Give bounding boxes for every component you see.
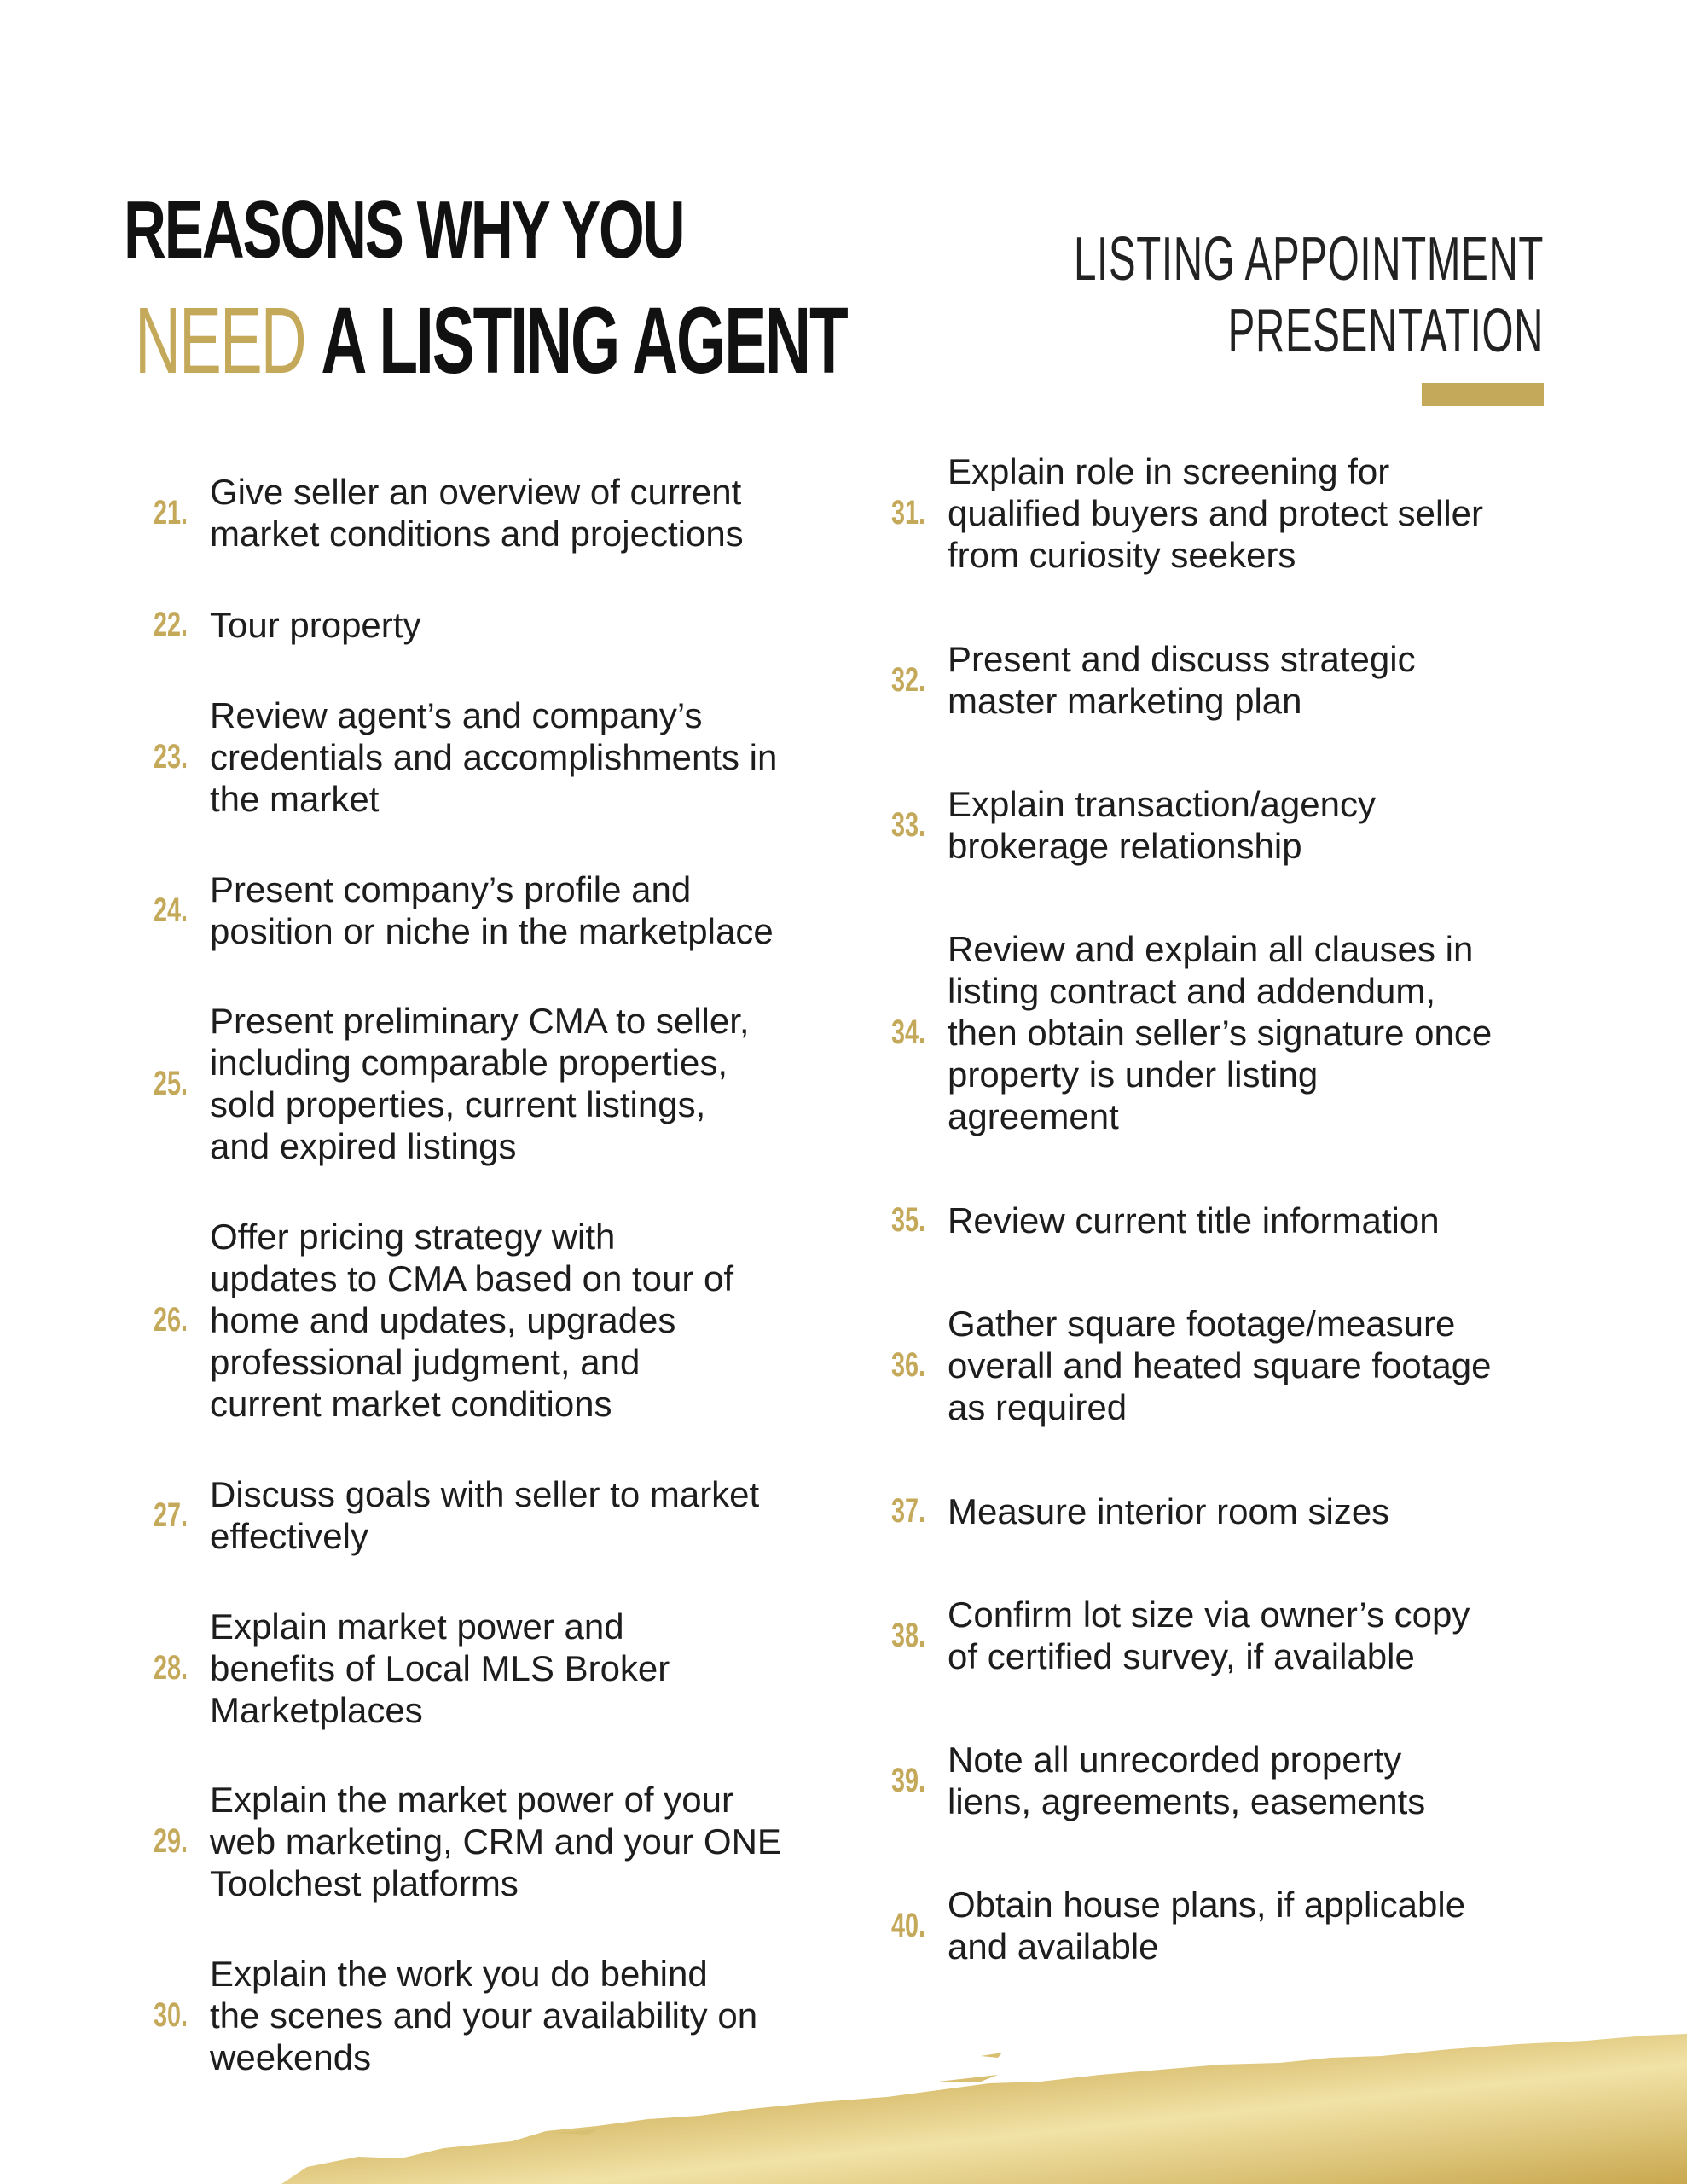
item-text: Measure interior room sizes [948, 1491, 1390, 1531]
list-item [154, 694, 777, 820]
item-number: 22. [154, 606, 188, 643]
item-number: 35. [891, 1201, 926, 1239]
item-text: Explain market power and benefits of Local MLS Broker Marketplaces [210, 1606, 670, 1730]
title-highlight-word: NEED [135, 288, 305, 393]
list-item [154, 1000, 750, 1167]
item-text: Explain the market power of your web marketing, CRM and your ONE Toolchest platforms [210, 1780, 781, 1903]
list-item [891, 928, 1492, 1137]
item-text: Explain transaction/agency brokerage relationship [948, 784, 1376, 866]
gold-brush-stroke [0, 2030, 1687, 2184]
item-number: 34. [891, 1014, 926, 1051]
item-text: Give seller an overview of current market conditions and projections [210, 472, 744, 554]
item-text: Obtain house plans, if applicable and available [948, 1885, 1466, 1966]
item-text: Explain the work you do behind the scenes and your availability on weekends [210, 1954, 758, 2077]
item-number: 36. [891, 1346, 926, 1384]
item-number: 39. [891, 1761, 926, 1799]
list-item [154, 471, 744, 555]
list-item [891, 1594, 1470, 1677]
item-number: 37. [891, 1492, 926, 1530]
subtitle-line1: LISTING APPOINTMENT [1073, 225, 1544, 293]
list-item [154, 1473, 759, 1557]
item-text: Offer pricing strategy with updates to CMA based on tour of home and updates, upgrades professional judgment, and current market conditions [210, 1217, 734, 1424]
item-number: 23. [154, 738, 188, 775]
list-item [891, 1739, 1425, 1822]
item-text: Review current title information [948, 1200, 1440, 1240]
item-text: Present and discuss strategic master marketing plan [948, 639, 1416, 721]
item-text: Review and explain all clauses in listing contract and addendum, then obtain seller’s signature once property is under listing agreement [948, 929, 1493, 1136]
item-number: 33. [891, 805, 926, 844]
page-title-line1: REASONS WHY YOU [124, 184, 684, 276]
list-item [891, 1884, 1465, 1967]
item-text: Tour property [210, 605, 421, 645]
item-text: Explain role in screening for qualified buyers and protect seller from curiosity seekers [948, 451, 1484, 575]
list-item [154, 868, 774, 952]
page-subtitle [1074, 224, 1544, 367]
item-number: 29. [154, 1822, 188, 1860]
item-text: Gather square footage/measure overall and heated square footage as required [948, 1304, 1492, 1427]
list-item [891, 1303, 1492, 1428]
item-number: 25. [154, 1064, 188, 1102]
item-number: 26. [154, 1301, 188, 1339]
item-text: Note all unrecorded property liens, agreements, easements [948, 1740, 1426, 1821]
item-number: 32. [891, 660, 926, 699]
subtitle-line2: PRESENTATION [1227, 297, 1544, 365]
list-item [154, 1216, 733, 1425]
page-title-line2 [135, 288, 847, 393]
list-item [154, 1779, 781, 1904]
list-item [891, 450, 1483, 576]
list-item [154, 604, 420, 646]
accent-bar [1422, 383, 1544, 406]
list-item [891, 1490, 1389, 1532]
title-rest: A LISTING AGENT [321, 288, 847, 393]
item-text: Confirm lot size via owner’s copy of certified survey, if available [948, 1594, 1470, 1676]
item-number: 28. [154, 1649, 188, 1687]
item-text: Present preliminary CMA to seller, including comparable properties, sold properties, current listings, and expired listings [210, 1001, 750, 1166]
item-number: 21. [154, 493, 188, 531]
list-item [891, 1199, 1440, 1241]
item-text: Discuss goals with seller to market effectively [210, 1474, 760, 1556]
item-number: 30. [154, 1996, 188, 2034]
item-number: 38. [891, 1616, 926, 1654]
item-number: 27. [154, 1496, 188, 1534]
list-item [891, 783, 1376, 867]
list-item [891, 638, 1416, 722]
item-number: 40. [891, 1906, 926, 1944]
item-text: Review agent’s and company’s credentials and accomplishments in the market [210, 695, 778, 819]
list-item [154, 1606, 670, 1731]
item-number: 24. [154, 891, 188, 929]
item-number: 31. [891, 494, 926, 531]
item-text: Present company’s profile and position or niche in the marketplace [210, 869, 774, 951]
